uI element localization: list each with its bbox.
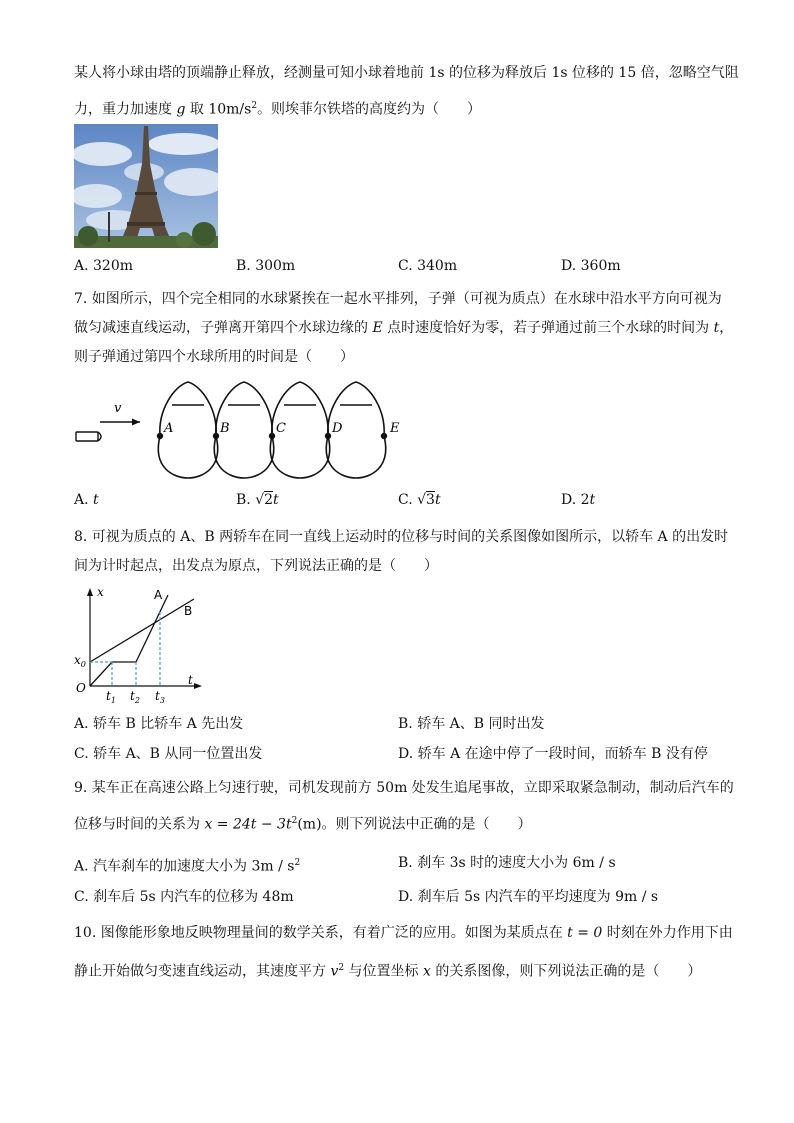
q6-option-b[interactable]: B. 300m <box>236 258 296 274</box>
q7-text-line3: 则子弹通过第四个水球所用的时间是（ ） <box>74 349 354 365</box>
q9-option-d[interactable]: D. 刹车后 5s 内汽车的平均速度为 9m / s <box>398 889 659 905</box>
q9-equation: x = 24t − 3t <box>204 816 292 833</box>
point-e-label: E <box>390 421 400 436</box>
t3-label: $t_3$ <box>155 689 165 704</box>
q9-option-a[interactable]: A. 汽车刹车的加速度大小为 $3m / s^2$ <box>74 858 301 875</box>
sqrt-sign: √ <box>255 492 265 508</box>
origin-label: O <box>76 681 86 695</box>
q9-option-b[interactable]: B. 刹车 3s 时的速度大小为 6m / s <box>398 855 616 871</box>
q10-text-line1: 10. 图像能形象地反映物理量间的数学关系，有着广泛的应用。如图为某质点在 t = 0 时刻在外力作用下由 <box>74 925 733 941</box>
line-a-label: A <box>154 588 163 602</box>
q6-option-a[interactable]: A. 320m <box>74 258 134 274</box>
sqrt-sign: √ <box>417 492 427 508</box>
q7-option-d[interactable]: D. 2t <box>561 492 596 508</box>
q6-text-line1: 某人将小球由塔的顶端静止释放，经测量可知小球着地前 1s 的位移为释放后 1s 位移的 15 倍，忽略空气阻 <box>74 65 739 81</box>
q9-text-line1: 9. 某车正在高速公路上匀速行驶，司机发现前方 50m 处发生追尾事故，立即采取紧急制动，制动后汽车的 <box>74 780 734 796</box>
point-c-label: C <box>276 421 286 436</box>
q7-text-line1: 7. 如图所示，四个完全相同的水球紧挨在一起水平排列，子弹（可视为质点）在水球中沿水平方向可视为 <box>74 291 722 307</box>
water-balls-diagram <box>70 372 410 480</box>
q7-option-c[interactable]: C. √3t <box>398 492 441 508</box>
q8-option-b[interactable]: B. 轿车 A、B 同时出发 <box>398 716 545 732</box>
q6-option-c[interactable]: C. 340m <box>398 258 458 274</box>
q9-text-line2: 位移与时间的关系为 $x = 24t - 3t^2(m)$。则下列说法中正确的是（ ） <box>74 816 532 833</box>
bullet-icon <box>76 432 98 441</box>
q7-option-a[interactable]: A. t <box>74 492 99 508</box>
q8-text-line1: 8. 可视为质点的 A、B 两轿车在同一直线上运动时的位移与时间的关系图像如图所示，以轿车 A 的出发时 <box>74 529 729 545</box>
point-d-label: D <box>332 421 343 436</box>
q8-option-a[interactable]: A. 轿车 B 比轿车 A 先出发 <box>74 716 244 732</box>
q8-position-time-graph <box>70 584 210 704</box>
line-b-label: B <box>184 604 193 618</box>
point-a-label: A <box>164 421 174 436</box>
x-axis-label: t <box>188 673 193 687</box>
q7-text-line2: 做匀减速直线运动，子弹离开第四个水球边缘的 E 点时速度恰好为零，若子弹通过前三个水球的时间为 t， <box>74 320 734 336</box>
q10-text-line2: 静止开始做匀变速直线运动，其速度平方 $v^2$ 与位置坐标 x 的关系图像，则下列说法正确的是（ ） <box>74 963 702 980</box>
q6-option-d[interactable]: D. 360m <box>561 258 621 274</box>
point-b-label: B <box>220 421 230 436</box>
t1-label: $t_1$ <box>106 689 116 704</box>
y-axis-label: x <box>97 585 104 599</box>
q8-option-c[interactable]: C. 轿车 A、B 从同一位置出发 <box>74 746 263 762</box>
t2-label: $t_2$ <box>130 689 140 704</box>
velocity-arrow-icon <box>132 419 140 426</box>
q6-text-line2: 力，重力加速度 g 取 $10m/s^2$。则埃菲尔铁塔的高度约为（ ） <box>74 101 482 118</box>
velocity-label: v <box>114 401 122 416</box>
q8-text-line2: 间为计时起点，出发点为原点，下列说法正确的是（ ） <box>74 558 438 574</box>
line-b <box>90 599 194 662</box>
x0-label: $x_0$ <box>74 653 86 669</box>
q9-option-c[interactable]: C. 刹车后 5s 内汽车的位移为 48m <box>74 889 294 905</box>
line-a <box>90 595 168 686</box>
eiffel-tower-photo <box>74 124 218 248</box>
q8-option-d[interactable]: D. 轿车 A 在途中停了一段时间，而轿车 B 没有停 <box>398 746 708 762</box>
q7-option-b[interactable]: B. √2t <box>236 492 279 508</box>
